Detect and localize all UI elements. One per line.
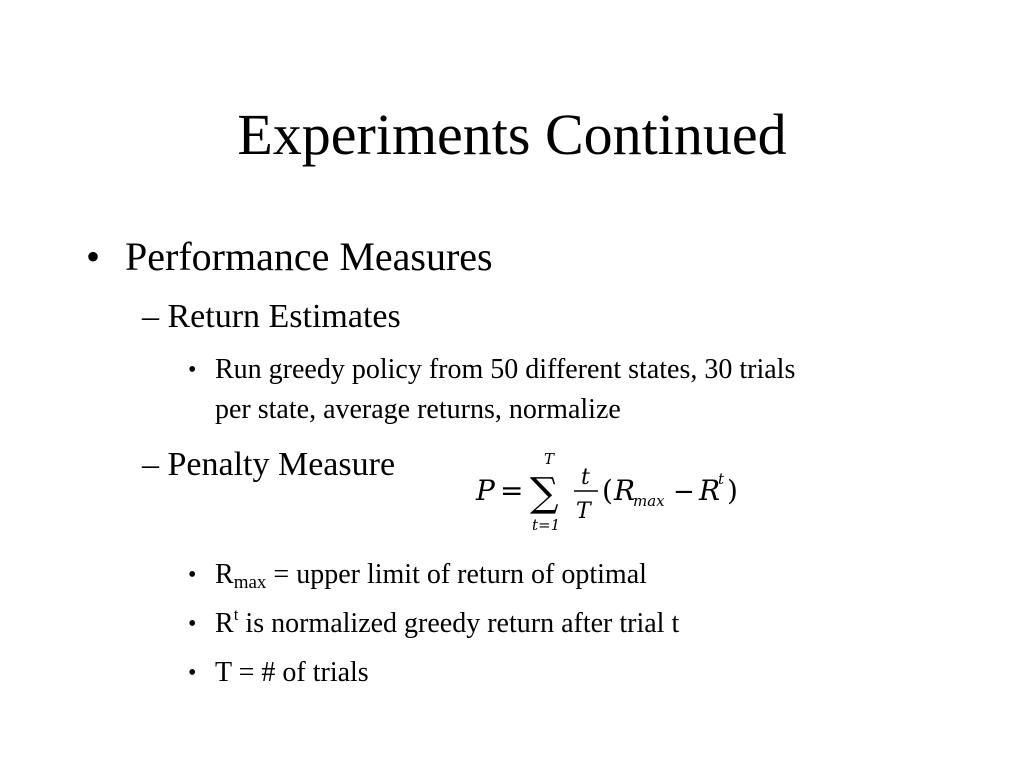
definition-rmax-subscript: max: [233, 572, 267, 593]
formula-rt-sup: t: [718, 470, 725, 488]
detail-line-2: per state, average returns, normalize: [215, 394, 621, 425]
formula-sum-symbol: ∑: [530, 470, 559, 516]
definition-rt-text: is normalized greedy return after trial t: [238, 608, 680, 639]
formula-rt-base: R: [699, 474, 721, 507]
sub-bullet-label: Return Estimates: [167, 298, 401, 335]
definition-rmax-text: = upper limit of return of optimal: [266, 559, 647, 590]
formula-equals: =: [500, 474, 524, 507]
definition-rmax: [215, 555, 647, 595]
bullet-performance-measures: Performance Measures: [125, 234, 493, 279]
dash-icon: –: [142, 446, 159, 483]
dash-icon: –: [142, 298, 159, 335]
formula-rmax-sub: max: [633, 492, 665, 510]
bullet-icon: •: [188, 660, 197, 686]
formula-sum-upper: T: [544, 450, 555, 468]
definition-t: T = # of trials: [215, 657, 369, 688]
detail-line-1: Run greedy policy from 50 different states, 30 trials: [215, 354, 796, 385]
penalty-formula: [470, 440, 760, 540]
sub-bullet-penalty-measure: [142, 444, 395, 486]
formula-close-paren: ): [727, 474, 738, 507]
formula-frac-denominator: T: [576, 499, 591, 524]
bullet-icon: •: [86, 234, 101, 279]
formula-frac-numerator: t: [581, 465, 590, 490]
definition-rt-superscript: t: [233, 605, 239, 624]
definition-rt-prefix: R: [215, 608, 234, 639]
definition-rmax-prefix: R: [215, 559, 234, 590]
sub-bullet-label: Penalty Measure: [167, 446, 396, 483]
definition-rt: [215, 604, 679, 644]
bullet-icon: •: [188, 357, 197, 383]
formula-minus: −: [673, 477, 695, 507]
slide-title: Experiments Continued: [237, 102, 787, 167]
formula-open-paren: (: [602, 474, 613, 507]
bullet-icon: •: [188, 611, 197, 637]
sub-bullet-return-estimates: [142, 296, 401, 338]
bullet-icon: •: [188, 562, 197, 588]
formula-lhs: P: [476, 474, 495, 507]
formula-rmax-base: R: [614, 474, 636, 507]
formula-sum-lower: t=1: [532, 516, 561, 534]
